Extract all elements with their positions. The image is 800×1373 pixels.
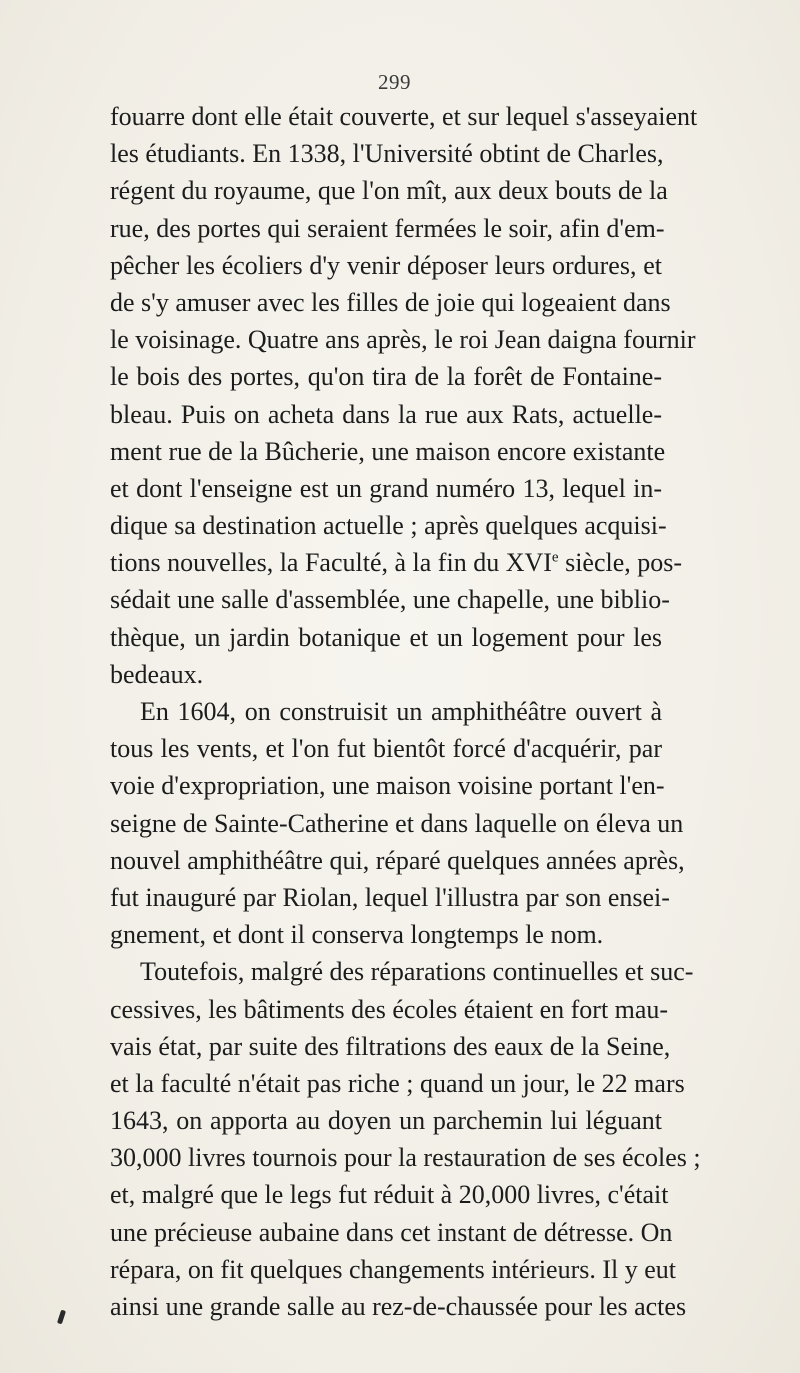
text-line-content: 1643, on apporta au doyen un parchemin lui léguant (110, 1106, 662, 1136)
text-line-content: rue, des portes qui seraient fermées le soir, afin d'em- (110, 213, 665, 243)
text-line (110, 98, 698, 135)
text-line (110, 1102, 662, 1139)
text-line (110, 284, 671, 321)
text-line-content: tous les vents, et l'on fut bientôt forcé d'acquérir, par (110, 734, 662, 764)
text-line (110, 1065, 685, 1102)
text-line (110, 433, 666, 470)
text-line-content: cessives, les bâtiments des écoles étaient en fort mau- (110, 994, 669, 1024)
page-number: 299 (378, 70, 411, 94)
text-line (110, 656, 662, 693)
text-line (110, 1214, 673, 1251)
text-line-content: ment rue de la Bûcherie, une maison encore existante (110, 436, 666, 466)
text-line (110, 991, 669, 1028)
text-line (110, 619, 662, 656)
text-line-content: ainsi une grande salle au rez-de-chaussée pour les actes (110, 1292, 687, 1321)
text-line-content: thèque, un jardin botanique et un logement pour les (110, 622, 662, 652)
text-line (110, 135, 662, 172)
text-line (110, 1176, 669, 1213)
text-line (110, 730, 662, 767)
text-line-content: dique sa destination actuelle ; après quelques acquisi- (110, 511, 667, 541)
text-line (110, 507, 667, 544)
text-line-content: 30,000 livres tournois pour la restauration de ses écoles ; (110, 1143, 701, 1173)
text-line-content: de s'y amuser avec les filles de joie qui logeaient dans (110, 287, 671, 317)
text-line (110, 544, 683, 581)
text-line (110, 842, 685, 879)
text-line (110, 767, 665, 804)
text-line (110, 581, 670, 618)
text-line (110, 805, 684, 842)
text-line-content: pêcher les écoliers d'y venir déposer leurs ordures, et (110, 250, 662, 280)
text-line (110, 396, 662, 433)
text-line (110, 210, 665, 247)
text-line-content: vais état, par suite des filtrations des eaux de la Seine, (110, 1031, 671, 1061)
text-line-content: bleau. Puis on acheta dans la rue aux Rats, actuelle- (110, 399, 662, 429)
text-line (110, 247, 662, 284)
text-line-content: En 1604, on construisit un amphithéâtre ouvert à (140, 697, 662, 726)
text-line (110, 879, 670, 916)
text-line (110, 1288, 687, 1325)
text-line-content: fut inauguré par Riolan, lequel l'illustra par son ensei- (110, 882, 670, 912)
text-line (110, 172, 668, 209)
text-line-content: une précieuse aubaine dans cet instant de détresse. On (110, 1217, 673, 1247)
ink-fleck (57, 1310, 66, 1325)
text-line-content: tions nouvelles, la Faculté, à la fin du XVI (110, 548, 552, 578)
text-line (110, 321, 696, 358)
text-line (110, 1139, 701, 1176)
text-line-content: bedeaux. (110, 659, 204, 689)
text-line-content: voie d'expropriation, une maison voisine portant l'en- (110, 771, 665, 801)
text-line-content: et la faculté n'était pas riche ; quand un jour, le 22 mars (110, 1068, 685, 1098)
text-line-content: fouarre dont elle était couverte, et sur lequel s'asseyaient (110, 102, 698, 131)
text-line-content: les étudiants. En 1338, l'Université obtint de Charles, (110, 139, 664, 169)
text-line-content: gnement, et dont il conserva longtemps le nom. (110, 920, 604, 950)
text-line-content: répara, on fit quelques changements intérieurs. Il y eut (110, 1254, 677, 1284)
body-text (110, 98, 701, 1325)
text-line-content: sédait une salle d'assemblée, une chapelle, une biblio- (110, 585, 670, 615)
text-line-content: régent du royaume, que l'on mît, aux deux bouts de la (110, 176, 668, 206)
text-line-content: Toutefois, malgré des réparations continuelles et suc- (140, 957, 694, 987)
text-line (110, 470, 662, 507)
text-line-content: seigne de Sainte-Catherine et dans laquelle on éleva un (110, 808, 684, 838)
text-line-content: et, malgré que le legs fut réduit à 20,000 livres, c'était (110, 1180, 669, 1210)
text-line-content: et dont l'enseigne est un grand numéro 13, lequel in- (110, 473, 662, 503)
text-line (110, 916, 662, 953)
superscript: e (551, 549, 559, 566)
text-line (110, 1028, 671, 1065)
text-line-continuation: siècle, pos- (558, 548, 683, 578)
text-line-content: le voisinage. Quatre ans après, le roi Jean daigna fournir (110, 325, 696, 355)
text-line-content: le bois des portes, qu'on tira de la forêt de Fontaine- (110, 362, 662, 392)
text-line (110, 1251, 677, 1288)
text-line (110, 693, 662, 730)
text-line-content: nouvel amphithéâtre qui, réparé quelques années après, (110, 845, 685, 875)
text-line (110, 358, 662, 395)
text-line (110, 953, 694, 990)
